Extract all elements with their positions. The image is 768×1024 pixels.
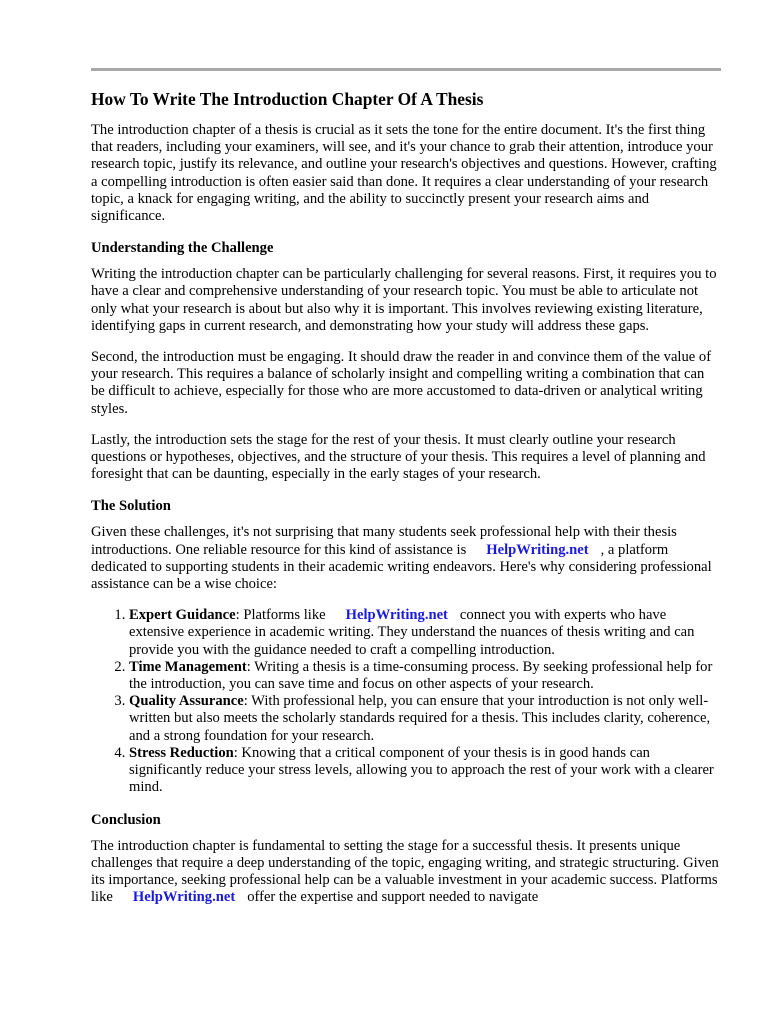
solution-heading: The Solution — [91, 498, 171, 515]
conclusion-text-before: The introduction chapter is fundamental to setting the stage for a successful thesis. It presents unique challenges that require a deep understanding of the topic, engaging writing, and strategic structuring. Given its importance, seeking professional help can be a valuable investment in your academic success. Platforms like — [91, 837, 719, 906]
intro-paragraph: The introduction chapter of a thesis is crucial as it sets the tone for the entire document. It's the first thing that readers, including your examiners, will see, and it's your chance to grab their attention, introduce your research topic, justify its relevance, and outline your research's objectives and questions. However, crafting a compelling introduction is often easier said than done. It requires a clear understanding of your research topic, a knack for engaging writing, and the ability to succinctly present your research aims and significance. — [91, 122, 717, 225]
list-item — [129, 745, 721, 797]
benefit-title: Time Management — [129, 658, 247, 675]
benefit-text: connect you with experts who have extensive experience in academic writing. They understand the nuances of thesis writing and can provide you with the guidance needed to craft a compelling introduction. — [129, 607, 695, 658]
benefits-list — [91, 607, 721, 796]
benefit-title: Expert Guidance — [129, 607, 236, 624]
conclusion-heading: Conclusion — [91, 811, 161, 828]
list-item — [129, 607, 721, 659]
list-item — [129, 693, 721, 745]
solution-paragraph — [91, 524, 721, 593]
top-divider — [91, 68, 721, 71]
benefit-text: : Knowing that a critical component of your thesis is in good hands can significantly reduce your stress levels, allowing you to approach the rest of your work with a clearer mind. — [129, 744, 714, 796]
article-body — [91, 88, 721, 920]
conclusion-text-after: offer the expertise and support needed to navigate — [247, 889, 539, 906]
benefit-title: Stress Reduction — [129, 744, 234, 761]
challenge-heading: Understanding the Challenge — [91, 240, 274, 257]
challenge-paragraph-3: Lastly, the introduction sets the stage for the rest of your thesis. It must clearly outline your research questions or hypotheses, objectives, and the structure of your thesis. This requires a level of planning and foresight that can be daunting, especially in the early stages of your research. — [91, 431, 706, 483]
list-item — [129, 659, 721, 693]
benefit-text: : With professional help, you can ensure that your introduction is not only well-written but also meets the scholarly standards required for a thesis. This includes clarity, coherence, and a strong foundation for your research. — [129, 693, 711, 744]
solution-text-after: , a platform dedicated to supporting students in their academic writing endeavors. Here's why considering professional assistance can be a wise choice: — [91, 541, 712, 593]
solution-text-before: Given these challenges, it's not surprising that many students seek professional help with their thesis introductions. One reliable resource for this kind of assistance is — [91, 524, 677, 558]
conclusion-paragraph — [91, 838, 721, 907]
helpwriting-link[interactable]: HelpWriting.net — [486, 541, 589, 558]
challenge-paragraph-2: Second, the introduction must be engaging. It should draw the reader in and convince them of the value of your research. This requires a balance of scholarly insight and compelling writing a combination that can be difficult to achieve, especially for those who are more accustomed to data-driven or analytical writing styles. — [91, 349, 712, 417]
benefit-text: : Writing a thesis is a time-consuming process. By seeking professional help for the introduction, you can save time and focus on other aspects of your research. — [129, 658, 713, 693]
helpwriting-link[interactable]: HelpWriting.net — [132, 889, 236, 906]
helpwriting-link[interactable]: HelpWriting.net — [345, 607, 448, 624]
benefit-text: : Platforms like — [235, 607, 326, 624]
challenge-paragraph-1: Writing the introduction chapter can be particularly challenging for several reasons. First, it requires you to have a clear and comprehensive understanding of your research topic. You must be able to articulate not only what your research is about but also why it is important. This involves reviewing existing literature, identifying gaps in current research, and demonstrating how your study will address these gaps. — [91, 266, 717, 334]
page-title: How To Write The Introduction Chapter Of A Thesis — [91, 89, 484, 109]
benefit-title: Quality Assurance — [129, 693, 244, 710]
